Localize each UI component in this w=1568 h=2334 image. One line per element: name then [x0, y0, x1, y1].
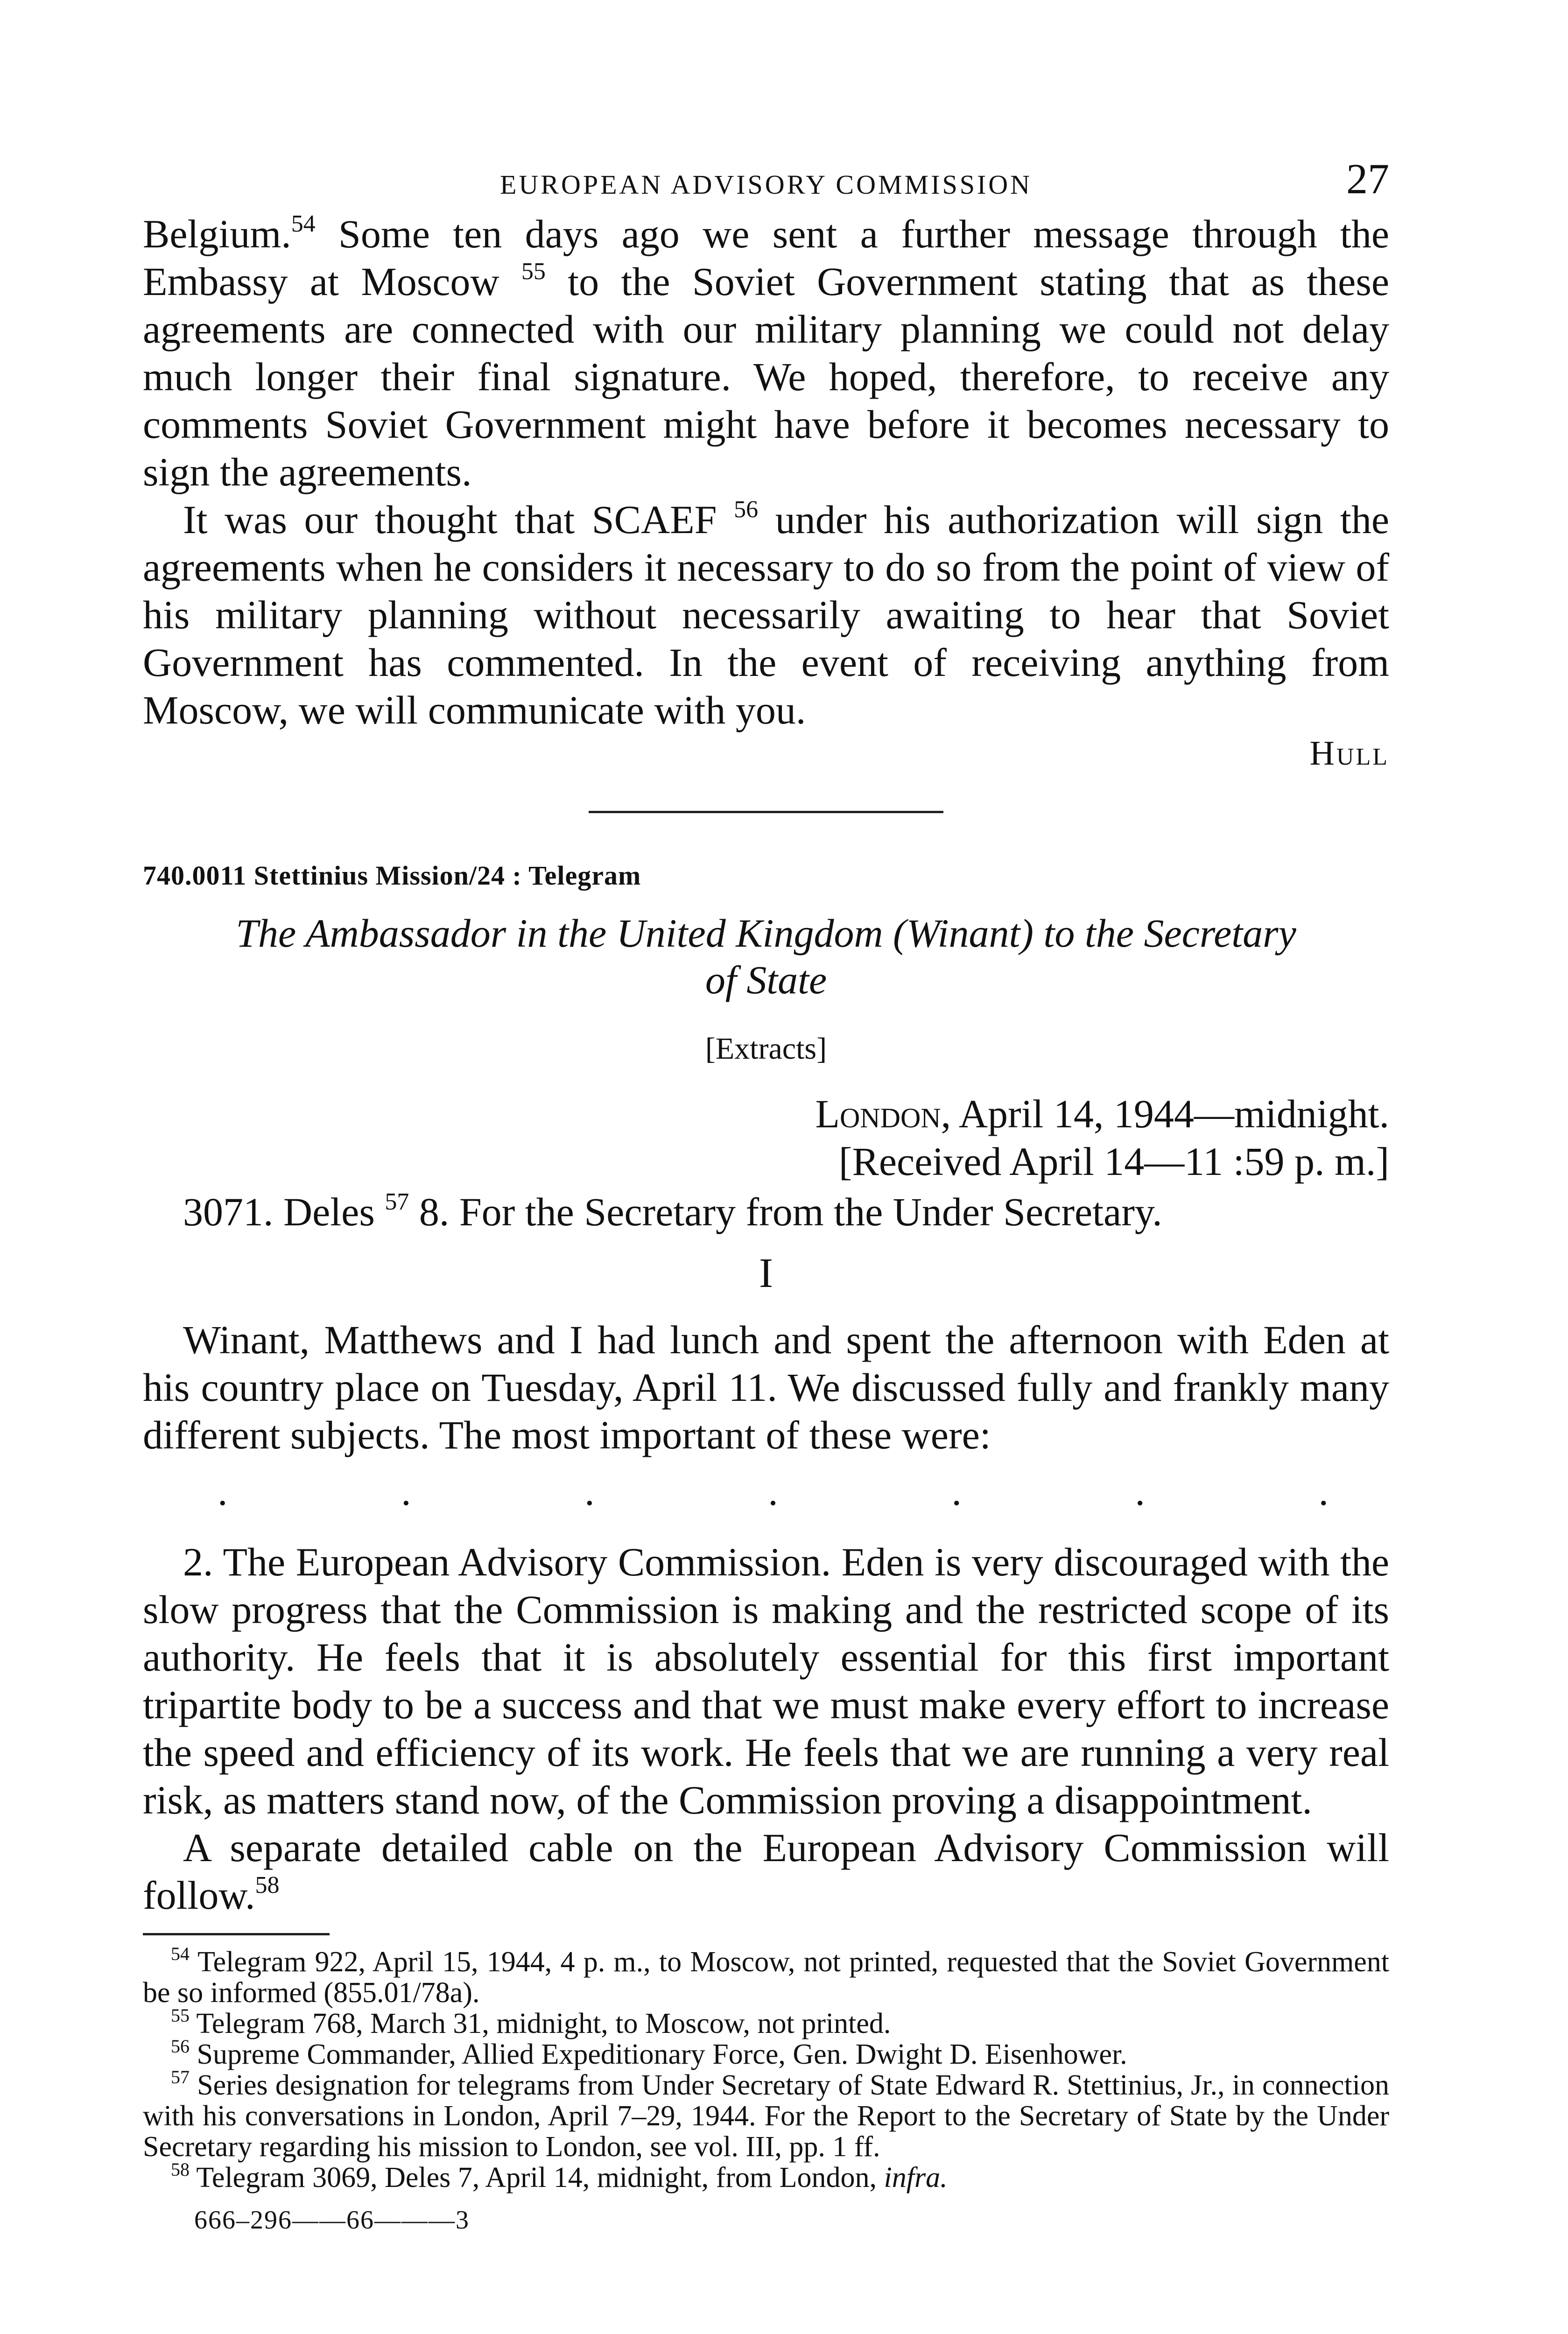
footnote	[143, 2005, 1389, 2039]
paragraph: 2. The European Advisory Commission. Eden is very discouraged with the slow progress that the Commission is making and the restricted scope of its authority. He feels that it is absolutely essential for this first important tripartite body to be a success and that we must make every effort to increase the speed and efficiency of its work. He feels that we are running a very real risk, as matters stand now, of the Commission proving a disappointment.	[143, 1540, 1389, 1822]
dateline	[143, 1090, 1389, 1138]
text-run: to the Soviet Government stating that as these agreements are connected with our military planning we could not delay much longer their final signature. We hoped, therefore, to receive any comments Soviet Government might have before it becomes necessary to sign the agreements.	[143, 259, 1389, 494]
page-content	[143, 149, 1389, 2235]
footnote-text: Series designation for telegrams from Under Secretary of State Edward R. Stettinius, Jr., in connection with his conversations in London, April 7–29, 1944. For the Report to the Secretary of State by the Under Secretary regarding his mission to London, see vol. III, pp. 1 ff.	[143, 2069, 1389, 2163]
footnote-number: 58	[171, 2159, 190, 2180]
paragraph	[143, 1824, 1389, 1919]
footnote-text: Supreme Commander, Allied Expeditionary Force, Gen. Dwight D. Eisenhower.	[197, 2039, 1127, 2070]
footnote	[143, 2067, 1389, 2163]
signature: Hull	[1309, 734, 1389, 773]
dot: .	[1318, 1469, 1329, 1514]
text-run: under his authorization will sign the agreements when he considers it necessary to do so from the point of view of his military planning without necessarily awaiting to hear that Soviet Government has commented. In the event of receiving anything from Moscow, we will communicate with you.	[143, 497, 1389, 732]
footnotes	[143, 1943, 1389, 2193]
paragraph	[143, 496, 1389, 734]
footnote	[143, 2036, 1389, 2070]
footnote-ref: 55	[521, 258, 546, 285]
footnote	[143, 2159, 1389, 2193]
footnote-divider	[143, 1933, 330, 1935]
page-number: 27	[1346, 155, 1389, 203]
footnote-ref: 56	[734, 496, 759, 523]
text-run: It was our thought that SCAEF	[183, 497, 734, 542]
dot: .	[401, 1469, 411, 1514]
footnote-number: 55	[171, 2005, 190, 2026]
footnote-text: Telegram 768, March 31, midnight, to Moscow, not printed.	[196, 2008, 891, 2039]
dateline-date: , April 14, 1944—midnight.	[941, 1091, 1389, 1136]
footnote-number: 57	[171, 2067, 190, 2088]
text-run: 8. For the Secretary from the Under Secretary.	[409, 1189, 1162, 1234]
text-run: 3071. Deles	[183, 1189, 385, 1234]
print-code: 666–296——66———3	[194, 2206, 470, 2235]
received-note: [Received April 14—11 :59 p. m.]	[838, 1139, 1389, 1184]
footnote-number: 56	[171, 2036, 190, 2057]
running-title: EUROPEAN ADVISORY COMMISSION	[499, 169, 1033, 200]
letter-body	[143, 210, 1389, 734]
dot: .	[1135, 1469, 1145, 1514]
footnote-text: Telegram 3069, Deles 7, April 14, midnight, from London,	[196, 2162, 884, 2193]
heading-line: The Ambassador in the United Kingdom (Winant) to the Secretary	[236, 911, 1296, 956]
section-divider	[589, 811, 943, 813]
dot: .	[951, 1469, 962, 1514]
text-run: A separate detailed cable on the European Advisory Commission will follow.	[143, 1825, 1389, 1918]
telegram-body	[143, 1188, 1389, 1919]
paragraph: Winant, Matthews and I had lunch and spent the afternoon with Eden at his country place on Tuesday, April 11. We discussed fully and frankly many different subjects. The most important of these were:	[143, 1317, 1389, 1457]
footnote-ref: 54	[291, 211, 316, 237]
document-id: 740.0011 Stettinius Mission/24 : Telegram	[143, 860, 641, 891]
paragraph	[143, 210, 1389, 496]
text-run: Some ten days ago we sent a further message through the Embassy at Moscow	[143, 211, 1389, 304]
heading-line: of State	[705, 957, 827, 1002]
omission-dots	[143, 1469, 1389, 1514]
footnote	[143, 1943, 1389, 2009]
paragraph	[143, 1188, 1389, 1236]
document-heading	[162, 910, 1371, 1003]
section-numeral: I	[759, 1250, 773, 1296]
dot: .	[768, 1469, 778, 1514]
footnote-italic: infra.	[884, 2162, 948, 2193]
footnote-ref: 58	[255, 1872, 280, 1898]
dot: .	[584, 1469, 595, 1514]
dot: .	[218, 1469, 228, 1514]
footnote-text: Telegram 922, April 15, 1944, 4 p. m., to Moscow, not printed, requested that the Soviet Government be so informed (855.01/78a).	[143, 1946, 1389, 2009]
footnote-ref: 57	[385, 1188, 409, 1215]
page-header	[143, 149, 1389, 210]
footnote-number: 54	[171, 1943, 190, 1964]
dateline-place: London	[815, 1091, 941, 1136]
extracts-label: [Extracts]	[705, 1032, 827, 1066]
text-run: Belgium.	[143, 211, 291, 256]
